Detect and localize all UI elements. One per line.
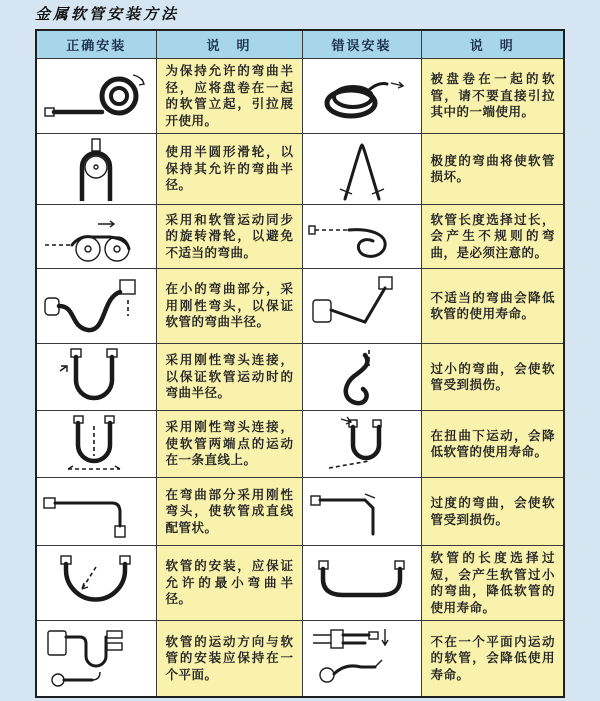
table-row bbox=[36, 134, 564, 205]
synchronized-rotating-pulleys-drawing bbox=[40, 208, 152, 266]
wrong-desc-text: 不在一个平面内运动的软管，会降低使用寿命。 bbox=[430, 633, 555, 682]
table-row bbox=[36, 205, 564, 269]
correct-desc-text: 软管的运动方向与软管的安装应保持在一个平面。 bbox=[165, 633, 294, 682]
correct-desc-cell bbox=[156, 134, 302, 205]
wrong-desc-text: 极度的弯曲将使软管损坏。 bbox=[430, 152, 555, 184]
wrong-desc-cell bbox=[421, 478, 564, 546]
table-row bbox=[36, 269, 564, 344]
wrong-image-cell bbox=[302, 478, 421, 546]
correct-desc-cell bbox=[156, 59, 302, 134]
correct-desc-text: 在小的弯曲部分，采用刚性弯头，以保证软管的弯曲半径。 bbox=[165, 281, 294, 330]
correct-desc-text: 使用半圆形滑轮，以保持其允许的弯曲半径。 bbox=[165, 144, 294, 193]
correct-image-cell bbox=[36, 478, 156, 546]
correct-desc-cell bbox=[156, 344, 302, 411]
wrong-desc-cell bbox=[421, 411, 564, 478]
header-wrong-install: 错误安装 bbox=[302, 30, 421, 59]
too-small-hook-bend-drawing bbox=[307, 347, 417, 407]
overbent-right-angle-drawing bbox=[307, 482, 417, 542]
correct-desc-text: 采用刚性弯头连接，以保证软管运动时的弯曲半径。 bbox=[165, 352, 294, 401]
wrong-desc-text: 软管的长度选择过短，会产生软管过小的弯曲，降低软管的使用寿命。 bbox=[430, 550, 555, 615]
correct-desc-cell bbox=[156, 546, 302, 621]
header-row bbox=[36, 30, 564, 59]
table-row bbox=[36, 546, 564, 621]
wrong-image-cell bbox=[302, 411, 421, 478]
wrong-desc-text: 软管长度选择过长，会产生不规则的弯曲，是必须注意的。 bbox=[430, 211, 555, 260]
correct-image-cell bbox=[36, 269, 156, 344]
header-description-left: 说 明 bbox=[156, 30, 302, 59]
correct-image-cell bbox=[36, 546, 156, 621]
rigid-elbow-small-bend-drawing bbox=[40, 272, 152, 340]
table-row bbox=[36, 621, 564, 697]
wrong-image-cell bbox=[302, 621, 421, 697]
minimum-bend-radius-u-drawing bbox=[40, 553, 152, 613]
correct-desc-cell bbox=[156, 269, 302, 344]
out-of-plane-motion-drawing bbox=[307, 623, 417, 693]
correct-image-cell bbox=[36, 621, 156, 697]
wrong-desc-text: 被盘卷在一起的软管，请不要直接引拉其中的一端使用。 bbox=[430, 71, 555, 120]
correct-desc-text: 在弯曲部分采用刚性弯头，使软管成直线配管状。 bbox=[165, 486, 294, 535]
correct-desc-cell bbox=[156, 621, 302, 697]
header-correct-install: 正确安装 bbox=[36, 30, 156, 59]
extreme-sharp-bend-drawing bbox=[307, 137, 417, 201]
wrong-desc-cell bbox=[421, 205, 564, 269]
wrong-image-cell bbox=[302, 546, 421, 621]
table-row bbox=[36, 411, 564, 478]
correct-desc-text: 为保持允许的弯曲半径，应将盘卷在一起的软管立起，引拉展开使用。 bbox=[165, 63, 294, 128]
wrong-desc-cell bbox=[421, 269, 564, 344]
wrong-image-cell bbox=[302, 134, 421, 205]
page-title: 金属软管安装方法 bbox=[35, 5, 180, 23]
wrong-desc-cell bbox=[421, 344, 564, 411]
correct-desc-cell bbox=[156, 411, 302, 478]
straight-piping-with-elbow-drawing bbox=[40, 482, 152, 542]
correct-image-cell bbox=[36, 59, 156, 134]
wrong-desc-cell bbox=[421, 621, 564, 697]
standing-coil-unrolled-drawing bbox=[40, 67, 152, 125]
wrong-desc-text: 在扭曲下运动，会降低软管的使用寿命。 bbox=[430, 427, 555, 459]
install-guide-table bbox=[35, 29, 565, 698]
correct-image-cell bbox=[36, 205, 156, 269]
correct-image-cell bbox=[36, 344, 156, 411]
wrong-image-cell bbox=[302, 205, 421, 269]
correct-desc-text: 软管的安装，应保证允许的最小弯曲半径。 bbox=[165, 558, 294, 607]
correct-desc-cell bbox=[156, 478, 302, 546]
wrong-desc-cell bbox=[421, 59, 564, 134]
improper-sharp-vee-bend-drawing bbox=[307, 272, 417, 340]
table-row bbox=[36, 59, 564, 134]
wrong-desc-cell bbox=[421, 546, 564, 621]
wrong-image-cell bbox=[302, 269, 421, 344]
page bbox=[0, 3, 600, 701]
flat-coil-end-pulled-drawing bbox=[307, 67, 417, 125]
wrong-desc-cell bbox=[421, 134, 564, 205]
rigid-elbow-u-connection-drawing bbox=[40, 347, 152, 407]
correct-desc-text: 采用和软管运动同步的旋转滑轮，以避免不适当的弯曲。 bbox=[165, 211, 294, 260]
header-description-right: 说 明 bbox=[421, 30, 564, 59]
wrong-image-cell bbox=[302, 344, 421, 411]
correct-image-cell bbox=[36, 411, 156, 478]
inline-motion-u-drawing bbox=[40, 414, 152, 474]
correct-image-cell bbox=[36, 134, 156, 205]
wrong-desc-text: 不适当的弯曲会降低软管的使用寿命。 bbox=[430, 289, 555, 321]
wrong-desc-text: 过小的弯曲，会使软管受到损伤。 bbox=[430, 360, 555, 392]
same-plane-trap-assembly-drawing bbox=[40, 623, 152, 693]
semicircular-pulley-drawing bbox=[40, 137, 152, 201]
wrong-image-cell bbox=[302, 59, 421, 134]
correct-desc-cell bbox=[156, 205, 302, 269]
table-row bbox=[36, 478, 564, 546]
overlong-irregular-loop-drawing bbox=[307, 208, 417, 266]
too-short-shallow-u-drawing bbox=[307, 553, 417, 613]
twisted-motion-u-drawing bbox=[307, 414, 417, 474]
wrong-desc-text: 过度的弯曲，会使软管受到损伤。 bbox=[430, 495, 555, 527]
table-row bbox=[36, 344, 564, 411]
correct-desc-text: 采用刚性弯头连接，使软管两端点的运动在一条直线上。 bbox=[165, 419, 294, 468]
